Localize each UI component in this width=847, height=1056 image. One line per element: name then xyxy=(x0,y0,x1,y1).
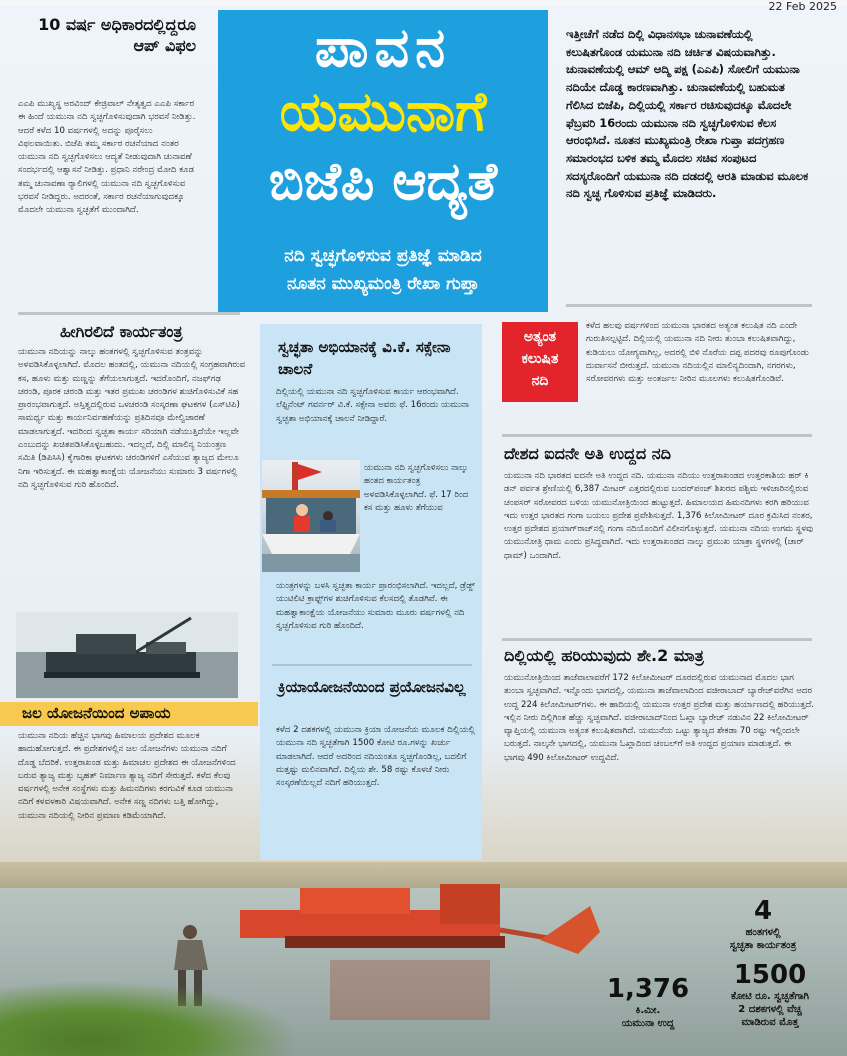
stat-cost-value: 1500 xyxy=(733,960,807,990)
hero-banner xyxy=(218,10,548,312)
left-top-text: ಎಎಪಿ ಮುಖ್ಯಸ್ಥ ಅರವಿಂದ್‌ ಕೇಜ್ರಿವಾಲ್‌ ನೇತೃತ್ವದ ಎಎಪಿ ಸರ್ಕಾರ ಈ ಹಿಂದೆ ಯಮುನಾ ನದಿ ಸ್ವಚ್ಛಗೊಳಿಸುವುದಾಗಿ ಭರವಸೆ ನೀಡಿತ್ತು. ಆದರೆ ಕಳೆದ 10 ವರ್ಷಗಳಲ್ಲಿ ಅದನ್ನು ಪೂರೈಸಲು ವಿಫಲವಾಯಿತು. ಬಿಜೆಪಿ ತಮ್ಮ ಸರ್ಕಾರ ರಚನೆಯಾದ ನಂತರ ಯಮುನಾ ನದಿ ಸ್ವಚ್ಛಗೊಳಿಸಲು ಆದ್ಯತೆ ನೀಡುವುದಾಗಿ ಚುನಾವಣೆ ಸಂದರ್ಭದಲ್ಲಿ ಆಶ್ವಾಸನೆ ನೀಡಿತ್ತು. ಪ್ರಧಾನಿ ನರೇಂದ್ರ ಮೋದಿ ಕೂಡ ತಮ್ಮ ಚುನಾವಣಾ ರ್‍ಯಾಲಿಗಳಲ್ಲಿ ಯಮುನಾ ನದಿ ಸ್ವಚ್ಛಗೊಳಿಸುವ ಭರವಸೆ ನೀಡಿದ್ದರು. ಅದರಂತೆ, ಸರ್ಕಾರ ರಚನೆಯಾಗುವುದಕ್ಕೂ ಮೊದಲೇ ಯಮುನಾ ಸ್ವಚ್ಛತೆಗೆ ಮುಂದಾಗಿದೆ. xyxy=(18,99,196,216)
stat-cost xyxy=(700,960,840,1029)
stat-phases-label-2: ಸ್ವಚ್ಛತಾ ಕಾರ್ಯತಂತ್ರ xyxy=(729,940,797,951)
date-stamp: 22 Feb 2025 xyxy=(768,0,837,13)
left-top-body xyxy=(18,98,198,218)
saxena-body-side xyxy=(364,462,476,515)
left-headline: 10 ವರ್ಷ ಅಧಿಕಾರದಲ್ಲಿದ್ದರೂ ಆಪ್‌ ವಿಫಲ xyxy=(38,15,196,55)
saxena-text-bottom: ಯಂತ್ರಗಳನ್ನು ಬಳಸಿ ಸ್ವಚ್ಛತಾ ಕಾರ್ಯ ಪ್ರಾರಂಭಿಸಲಾಗಿದೆ. ಇದಲ್ಲದೆ, ಡ್ರೆಡ್ಜ್‌ ಯುಟಿಲಿಟಿ ಕ್ರಾಫ್ಟ್‌ಗಳ ಶುಚಿಗೊಳಿಸುವ ಕೆಲಸದಲ್ಲಿ ತೊಡಗಿವೆ. ಈ ಮಹತ್ವಾಕಾಂಕ್ಷೆಯ ಯೋಜನೆಯು ಸುಮಾರು ಮೂರು ವರ್ಷಗಳಲ್ಲಿ ನದಿ ಸ್ವಚ್ಛಗೊಳಿಸುವ ಗುರಿ ಹೊಂದಿದೆ. xyxy=(276,581,476,631)
tag-line-3: ನದಿ xyxy=(531,373,549,389)
stat-cost-label-2: 2 ದಶಕಗಳಲ್ಲಿ ವೆಚ್ಚ xyxy=(738,1004,802,1015)
stat-cost-label-3: ಮಾಡಿರುವ ಮೊತ್ತ xyxy=(741,1017,799,1028)
polluted-text: ಕಳೆದ ಹಲವು ವರ್ಷಗಳಿಂದ ಯಮುನಾ ಭಾರತದ ಅತ್ಯಂತ ಕಲುಷಿತ ನದಿ ಎಂದೇ ಗುರುತಿಸಲ್ಪಟ್ಟಿದೆ. ದಿಲ್ಲಿಯಲ್ಲಿ ಯಮುನಾ ನದಿ ನೀರು ತುಂಬಾ ಕಲುಷಿತವಾಗಿದ್ದು, ಕುಡಿಯಲು ಯೋಗ್ಯವಾಗಿಲ್ಲ, ಅದರಲ್ಲಿ ಬಿಳಿ ನೊರೆಯ ದಪ್ಪ ಪದರವು ರೂಪುಗೊಂಡು ದುರ್ವಾಸನೆ ಬೀರುತ್ತದೆ. ಯಮುನಾ ನದಿಯಲ್ಲಿನ ಮಾಲಿನ್ಯದಿಂದಾಗಿ, ನಗರಗಳು, ಸರೋವರಗಳು ಮತ್ತು ಅಂತರ್ಜಲ ನೀರಿನ ಮೂಲಗಳು ಕಲುಷಿತಗೊಂಡಿವೆ. xyxy=(586,321,809,385)
stat-phases-value: 4 xyxy=(753,896,773,926)
tag-line-2: ಕಲುಷಿತ xyxy=(521,351,559,367)
longest-text: ಯಮುನಾ ನದಿ ಭಾರತದ ಐದನೇ ಅತಿ ಉದ್ದದ ನದಿ. ಯಮುನಾ ನದಿಯು ಉತ್ತರಾಖಂಡದ ಉತ್ತರಕಾಶಿಯ ಹರ್‌ ಕಿ ಡನ್‌ ಪರ್ವತ ಶ್ರೇಣಿಯಲ್ಲಿ 6,387 ಮೀಟರ್‌ ಎತ್ತರದಲ್ಲಿರುವ ಬಂದರ್‌ಪಂಚ್‌ ಶಿಖರದ ಪಶ್ಚಿಮ ಇಳಿಜಾರಿನಲ್ಲಿರುವ ಚಂಪಸರ್‌ ಸರೋವರದ ಬಳಿಯ ಯಮುನೋತ್ರಿಯಿಂದ ಹುಟ್ಟುತ್ತದೆ. ಹಿಮಾಲಯದ ಹಿಮನದಿಗಳು ಕರಗಿ ಹರಿಯುವ ಇದು ಉತ್ತರ ಭಾರತದ ಗಂಗಾ ಬಯಲು ಪ್ರದೇಶ ಪ್ರವೇಶಿಸುತ್ತದೆ. 1,376 ಕಿಲೋಮೀಟರ್‌ ದೂರ ಕ್ರಮಿಸಿದ ನಂತರ, ಉತ್ತರ ಪ್ರದೇಶದ ಪ್ರಯಾಗ್‌ರಾಜ್‌ನಲ್ಲಿ ಗಂಗಾ ನದಿಯೊಂದಿಗೆ ವಿಲೀನಗೊಳ್ಳುತ್ತದೆ. ಯಮುನಾ ನದಿಯ ಉಗಮ ಸ್ಥಳವು ಯಮುನೋತ್ರಿ ಧಾಮ ಎಂದು ಪ್ರಸಿದ್ಧವಾಗಿದೆ. ಇದು ಉತ್ತರಾಖಂಡದ ನಾಲ್ಕು ಪ್ರಮುಖ ಯಾತ್ರಾ ಸ್ಥಳಗಳಲ್ಲಿ (ಚಾರ್‌ ಧಾಮ್‌) ಒಂದಾಗಿದೆ. xyxy=(504,471,814,561)
polluted-tag xyxy=(502,322,578,402)
divider xyxy=(566,304,812,307)
plan-heading: ಹೀಗಿರಲಿದೆ ಕಾರ್ಯತಂತ್ರ xyxy=(60,322,183,341)
saxena-body-bottom xyxy=(276,580,476,633)
hero-subtitle-1: ನದಿ ಸ್ವಚ್ಛಗೊಳಿಸುವ ಪ್ರತಿಜ್ಞೆ ಮಾಡಿದ xyxy=(284,246,482,266)
stat-length-label-2: ಯಮುನಾ ಉದ್ದ xyxy=(621,1018,675,1029)
tag-line-1: ಅತ್ಯಂತ xyxy=(523,329,557,345)
stat-phases-label-1: ಹಂತಗಳಲ್ಲಿ xyxy=(745,927,781,938)
polluted-body xyxy=(586,320,812,386)
stat-length xyxy=(600,974,696,1030)
boat-illustration xyxy=(262,460,360,572)
danger-text: ಯಮುನಾ ನದಿಯ ಹೆಚ್ಚಿನ ಭಾಗವು ಹಿಮಾಲಯ ಪ್ರದೇಶದ ಮೂಲಕ ಹಾದುಹೋಗುತ್ತದೆ. ಈ ಪ್ರದೇಶಗಳಲ್ಲಿನ ಜಲ ಯೋಜನೆಗಳು ಯಮುನಾ ನದಿಗೆ ದೊಡ್ಡ ಬೆದರಿಕೆ. ಉತ್ತರಾಖಂಡ ಮತ್ತು ಹಿಮಾಚಲ ಪ್ರದೇಶದ ಈ ಯೋಜನೆಗಳಿಂದ ಬರುವ ತ್ಯಾಜ್ಯ ಮತ್ತು ಬೃಹತ್‌ ನಿರ್ಮಾಣ ತ್ಯಾಜ್ಯ ನದಿಗೆ ಸೇರುತ್ತದೆ. ಕಳೆದ ಕೆಲವು ವರ್ಷಗಳಲ್ಲಿ ಅನೇಕ ಸಂಸ್ಥೆಗಳು ಮತ್ತು ಹಿಮನದಿಗಳು ಕರಗುವಿಕೆ ಕೂಡ ಯಮುನಾ ನದಿಗೆ ಕಳವಳಕಾರಿ ವಿಷಯವಾಗಿದೆ. ಅನೇಕ ಸಣ್ಣ ನದಿಗಳು ಬತ್ತಿ ಹೋಗಿದ್ದು, ಯಮುನಾ ನದಿಯಲ್ಲಿ ನೀರಿನ ಪ್ರಮಾಣ ಕಡಿಮೆಯಾಗಿದೆ. xyxy=(18,731,236,821)
saxena-body-top xyxy=(276,386,476,426)
divider xyxy=(18,312,240,315)
hero-line-1: ಪಾವನ xyxy=(314,16,452,79)
saxena-heading: ಸ್ವಚ್ಛತಾ ಅಭಿಯಾನಕ್ಕೆ ವಿ.ಕೆ. ಸಕ್ಸೇನಾ ಚಾಲನೆ xyxy=(278,338,451,378)
stat-cost-label-1: ಕೋಟಿ ರೂ. ಸ್ವಚ್ಛತೆಗಾಗಿ xyxy=(731,991,809,1002)
delhi-heading: ದಿಲ್ಲಿಯಲ್ಲಿ ಹರಿಯುವುದು ಶೇ.2 ಮಾತ್ರ xyxy=(504,646,704,665)
foreground-grass xyxy=(0,980,300,1056)
longest-heading: ದೇಶದ ಐದನೇ ಅತಿ ಉದ್ದದ ನದಿ xyxy=(504,444,672,463)
plan-text: ಯಮುನಾ ನದಿಯನ್ನು ನಾಲ್ಕು ಹಂತಗಳಲ್ಲಿ ಸ್ವಚ್ಛಗೊಳಿಸುವ ತಂತ್ರವನ್ನು ಅಳವಡಿಸಿಕೊಳ್ಳಲಾಗಿದೆ. ಮೊದಲ ಹಂತದಲ್ಲಿ, ಯಮುನಾ ನದಿಯಲ್ಲಿ ಸಂಗ್ರಹವಾಗಿರುವ ಕಸ, ಹೂಳು ಮತ್ತು ಮಣ್ಣನ್ನು ತೆಗೆಯಲಾಗುತ್ತದೆ. ಇದರೊಂದಿಗೆ, ನಜಫ್‌ಗಢ ಚರಂಡಿ, ಪೂರಕ ಚರಂಡಿ ಮತ್ತು ಇತರ ಪ್ರಮುಖ ಚರಂಡಿಗಳ ಶುಚಿಗೊಳಿಸುವಿಕೆ ಸಹ ಪ್ರಾರಂಭವಾಗುತ್ತದೆ. ಅಸ್ತಿತ್ವದಲ್ಲಿರುವ ಒಳಚರಂಡಿ ಸಂಸ್ಕರಣಾ ಘಟಕಗಳ (ಎಸ್‌ಟಿಪಿ) ಸಾಮರ್ಥ್ಯ ಮತ್ತು ಕಾರ್ಯನಿರ್ವಹಣೆಯನ್ನು ಪ್ರತಿದಿನವೂ ಮೇಲ್ವಿಚಾರಣೆ ಮಾಡಲಾಗುತ್ತದೆ. ಇದರಿಂದ ಸ್ವಚ್ಛತಾ ಕಾರ್ಯ ಸರಿಯಾಗಿ ನಡೆಯುತ್ತಿದೆಯೇ ಇಲ್ಲವೇ ಎಂಬುದನ್ನು ಖಚಿತಪಡಿಸಿಕೊಳ್ಳಬಹುದು. ಇದಲ್ಲದೆ, ದಿಲ್ಲಿ ಮಾಲಿನ್ಯ ನಿಯಂತ್ರಣ ಸಮಿತಿ (ಡಿಪಿಸಿಸಿ) ಕೈಗಾರಿಕಾ ಘಟಕಗಳು ಚರಂಡಿಗಳಿಗೆ ಎಸೆಯುವ ತ್ಯಾಜ್ಯದ ಮೇಲೂ ನಿಗಾ ಇರಿಸುತ್ತದೆ. ಈ ಮಹತ್ವಾಕಾಂಕ್ಷೆಯ ಯೋಜನೆಯು ಸುಮಾರು 3 ವರ್ಷಗಳಲ್ಲಿ ನದಿ ಸ್ವಚ್ಛಗೊಳಿಸುವ ಗುರಿ ಹೊಂದಿದೆ. xyxy=(18,347,246,490)
danger-heading-bar xyxy=(0,702,258,726)
saxena-text-top: ದಿಲ್ಲಿಯಲ್ಲಿ ಯಮುನಾ ನದಿ ಸ್ವಚ್ಛಗೊಳಿಸುವ ಕಾರ್ಯ ಆರಂಭವಾಗಿದೆ. ಲೆಫ್ಟಿನೆಂಟ್‌ ಗವರ್ನರ್‌ ವಿ.ಕೆ. ಸಕ್ಸೇನಾ ಅವರು ಫೆ. 16ರಂದು ಯಮುನಾ ಸ್ವಚ್ಛತಾ ಅಭಿಯಾನಕ್ಕೆ ಚಾಲನೆ ನೀಡಿದ್ದಾರೆ. xyxy=(276,387,469,424)
hero-line-2: ಯಮುನಾಗೆ xyxy=(279,80,487,143)
saxena-boat-photo xyxy=(262,460,360,572)
longest-body xyxy=(504,470,814,563)
divider xyxy=(272,664,472,666)
skimmer-photo xyxy=(16,612,238,698)
stat-phases xyxy=(690,896,836,952)
hero-line-3: ಬಿಜೆಪಿ ಆದ್ಯತೆ xyxy=(268,152,498,212)
top-strip xyxy=(0,0,847,6)
no-benefit-body xyxy=(276,724,476,790)
plan-body xyxy=(18,346,246,492)
divider xyxy=(502,638,812,641)
hero-subtitle-2: ನೂತನ ಮುಖ್ಯಮಂತ್ರಿ ರೇಖಾ ಗುಪ್ತಾ xyxy=(286,274,480,294)
right-top-body: ಇತ್ತೀಚೆಗೆ ನಡೆದ ದಿಲ್ಲಿ ವಿಧಾನಸಭಾ ಚುನಾವಣೆಯಲ್ಲಿ ಕಲುಷಿತಗೊಂಡ ಯಮುನಾ ನದಿ ಚರ್ಚಿತ ವಿಷಯವಾಗಿತ್ತು. ಚುನಾವಣೆಯಲ್ಲಿ ಆಮ್‌ ಆದ್ಮಿ ಪಕ್ಷ (ಎಎಪಿ) ಸೋಲಿಗೆ ಯಮುನಾ ನದಿಯೇ ದೊಡ್ಡ ಕಾರಣವಾಗಿತ್ತು. ಚುನಾವಣೆಯಲ್ಲಿ ಬಹುಮತ ಗೆಲಿಸಿದ ಬಿಜೆಪಿ, ದಿಲ್ಲಿಯಲ್ಲಿ ಸರ್ಕಾರ ರಚಿಸುವುದಕ್ಕೂ ಮೊದಲೇ ಫೆಬ್ರವರಿ 16ರಂದು ಯಮುನಾ ನದಿ ಸ್ವಚ್ಛಗೊಳಿಸುವ ಕೆಲಸ ಆರಂಭಿಸಿದೆ. ನೂತನ ಮುಖ್ಯಮಂತ್ರಿ ರೇಖಾ ಗುಪ್ತಾ ಪದಗ್ರಹಣ ಸಮಾರಂಭದ ಬಳಿಕ ತಮ್ಮ ಮೊದಲ ಸಚಿವ ಸಂಪುಟದ ಸದಸ್ಯರೊಂದಿಗೆ ಯಮುನಾ ನದಿ ದಡದಲ್ಲಿ ಆರತಿ ಮಾಡುವ ಮೂಲಕ ನದಿ ಸ್ವಚ್ಛ ಗೊಳಿಸುವ ಪ್ರತಿಜ್ಞೆ ಮಾಡಿದರು. xyxy=(566,27,809,201)
stat-length-value: 1,376 xyxy=(606,974,690,1004)
stat-length-label-1: ಕಿ.ಮೀ. xyxy=(635,1005,661,1016)
danger-body xyxy=(18,730,244,823)
skimmer-illustration xyxy=(16,612,238,698)
danger-heading: ಜಲ ಯೋಜನೆಯಿಂದ ಅಪಾಯ xyxy=(22,704,171,722)
divider xyxy=(502,434,812,437)
saxena-text-side: ಯಮುನಾ ನದಿ ಸ್ವಚ್ಛಗೊಳಿಸಲು ನಾಲ್ಕು ಹಂತದ ಕಾರ್ಯತಂತ್ರ ಅಳವಡಿಸಿಕೊಳ್ಳಲಾಗಿದೆ. ಫೆ. 17 ರಿಂದ ಕಸ ಮತ್ತು ಹೂಳು ತೆಗೆಯುವ xyxy=(364,463,469,513)
delhi-text: ಯಮುನೋತ್ರಿಯಿಂದ ತಾಜೆವಾಲಾವರೆಗೆ 172 ಕಿಲೋಮೀಟರ್‌ ದೂರದಲ್ಲಿರುವ ಯಮುನಾದ ಮೊದಲ ಭಾಗ ತುಂಬಾ ಸ್ವಚ್ಛವಾಗಿದೆ. ಇನ್ನೊಂದು ಭಾಗದಲ್ಲಿ, ಯಮುನಾ ತಾಜೆವಾಲಾದಿಂದ ವಜೀರಾಬಾದ್‌ ಬ್ಯಾರೇಜ್‌ವರೆಗಿನ ಅದರ ಉದ್ದ 224 ಕಿಲೋಮೀಟರ್‌ಗಳು. ಈ ಹಾದಿಯಲ್ಲಿ ಯಮುನಾ ಉತ್ತರ ಪ್ರದೇಶ ಮತ್ತು ಹರ್ಯಾಣದಲ್ಲಿ ಹರಿಯುತ್ತದೆ. ಇಲ್ಲಿನ ನೀರು ದಿಲ್ಲಿಗಿಂತ ಹೆಚ್ಚು ಸ್ವಚ್ಛವಾಗಿದೆ. ವಜೀರಾಬಾದ್‌ನಿಂದ ಓಖ್ಲಾ ಬ್ಯಾರೇಜ್‌ ನಡುವಿನ 22 ಕಿಲೋಮೀಟರ್‌ ವ್ಯಾಪ್ತಿಯಲ್ಲಿ ಯಮುನಾ ಅತ್ಯಂತ ಕಲುಷಿತವಾಗಿದೆ. ಯಮುನೆಯ ಒಟ್ಟು ತ್ಯಾಜ್ಯದ ಶೇಕಡಾ 70 ರಷ್ಟು ಇಲ್ಲಿಂದಲೇ ಬರುತ್ತದೆ. ನಾಲ್ಕನೇ ಭಾಗದಲ್ಲಿ, ಯಮುನಾ ಓಖ್ಲಾದಿಂದ ಚಂಬಲ್‌ಗೆ ಅತಿ ಉದ್ದದ ಪ್ರಯಾಣ ಮಾಡುತ್ತದೆ. ಈ ಭಾಗವು 490 ಕಿಲೋಮೀಟರ್‌ ಉದ್ದವಿದೆ. xyxy=(504,673,815,763)
no-benefit-heading: ಕ್ರಿಯಾಯೋಜನೆಯಿಂದ ಪ್ರಯೋಜನವಿಲ್ಲ xyxy=(278,678,466,696)
no-benefit-text: ಕಳೆದ 2 ದಶಕಗಳಲ್ಲಿ ಯಮುನಾ ಕ್ರಿಯಾ ಯೋಜನೆಯ ಮೂಲಕ ದಿಲ್ಲಿಯಲ್ಲಿ ಯಮುನಾ ನದಿ ಸ್ವಚ್ಛತೆಗಾಗಿ 1500 ಕೋಟಿ ರೂ.ಗಳನ್ನು ಖರ್ಚು ಮಾಡಲಾಗಿದೆ. ಆದರೆ ಅದರಿಂದ ನದಿಯಂತೂ ಸ್ವಚ್ಛಗೊಂಡಿಲ್ಲ, ಬದಲಿಗೆ ಮತ್ತಷ್ಟು ಮಲಿನವಾಗಿದೆ. ದಿಲ್ಲಿಯ ಶೇ. 58 ರಷ್ಟು ಕೊಳಚೆ ನೀರು ಸಂಸ್ಕರಣೆಯಿಲ್ಲದೆ ನದಿಗೆ ಹರಿಯುತ್ತದೆ. xyxy=(276,725,476,789)
delhi-body xyxy=(504,672,814,765)
